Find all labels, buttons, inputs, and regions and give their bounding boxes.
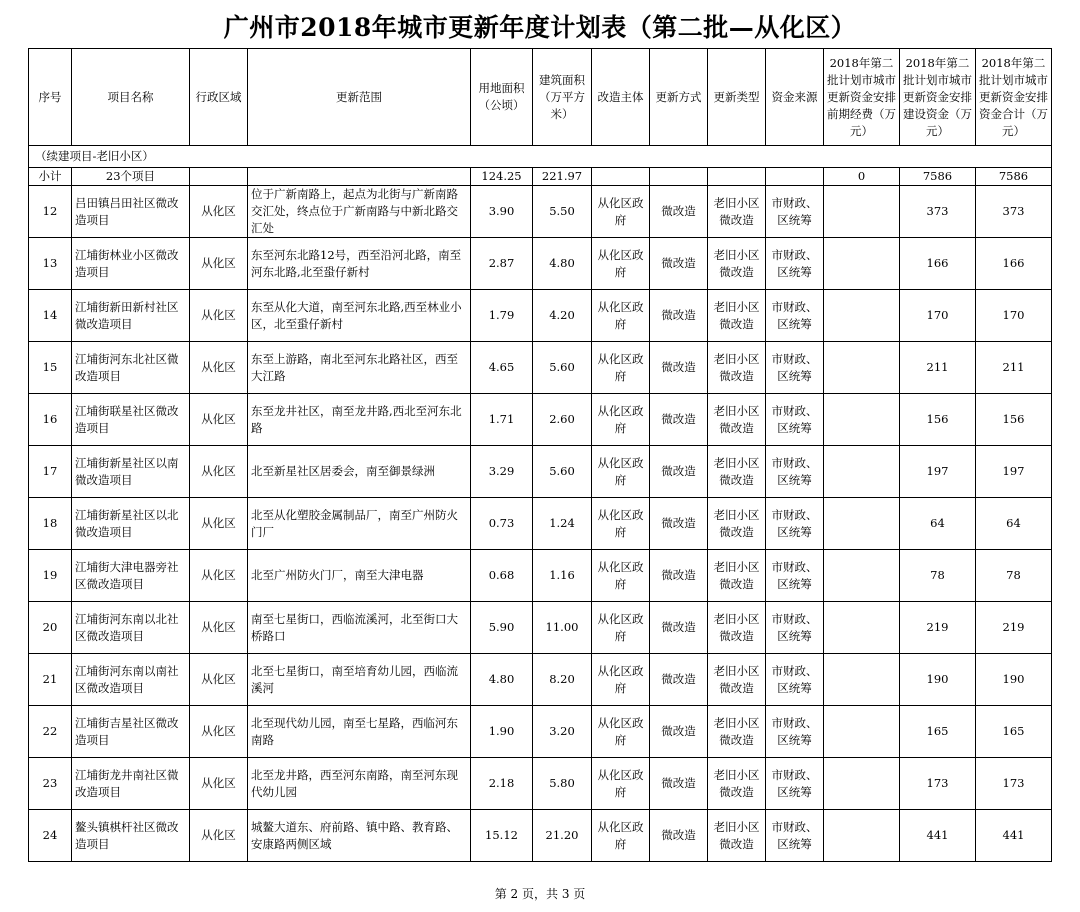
cell-pre-fund — [824, 654, 900, 706]
cell-build-fund: 166 — [900, 238, 976, 290]
header-total-fund: 2018年第二批计划市城市更新资金安排资金合计（万元） — [976, 49, 1052, 146]
cell-pre-fund — [824, 186, 900, 238]
cell-scope: 东至河东北路12号，西至沿河北路，南至河东北路,北至蛩仔新村 — [248, 238, 471, 290]
cell-name: 吕田镇吕田社区微改造项目 — [72, 186, 190, 238]
cell-total-fund: 211 — [976, 342, 1052, 394]
cell-fund: 市财政、区统筹 — [766, 706, 824, 758]
cell-fund: 市财政、区统筹 — [766, 238, 824, 290]
cell-type: 老旧小区微改造 — [708, 550, 766, 602]
table-row — [29, 810, 1052, 862]
cell-build: 5.60 — [533, 446, 592, 498]
cell-no: 19 — [29, 550, 72, 602]
cell-build-fund: 156 — [900, 394, 976, 446]
cell-land: 0.73 — [471, 498, 533, 550]
cell-pre-fund — [824, 706, 900, 758]
cell-district: 从化区 — [190, 758, 248, 810]
table-row — [29, 550, 1052, 602]
cell-subject: 从化区政府 — [592, 810, 650, 862]
cell-district: 从化区 — [190, 810, 248, 862]
cell-subject: 从化区政府 — [592, 602, 650, 654]
cell-pre-fund — [824, 394, 900, 446]
cell-scope: 北至现代幼儿园，南至七星路，西临河东南路 — [248, 706, 471, 758]
subtotal-row — [29, 168, 1052, 186]
table-row — [29, 498, 1052, 550]
cell-total-fund: 78 — [976, 550, 1052, 602]
table-row — [29, 446, 1052, 498]
cell-fund: 市财政、区统筹 — [766, 810, 824, 862]
cell-total-fund: 373 — [976, 186, 1052, 238]
cell-name: 江埔街吉星社区微改造项目 — [72, 706, 190, 758]
cell-total-fund: 64 — [976, 498, 1052, 550]
page-title: 广州市2018年城市更新年度计划表（第二批—从化区） — [223, 13, 857, 42]
table-row — [29, 706, 1052, 758]
cell-build: 8.20 — [533, 654, 592, 706]
cell-land: 1.79 — [471, 290, 533, 342]
cell-build-fund: 219 — [900, 602, 976, 654]
subtotal-build-fund: 7586 — [900, 168, 976, 186]
cell-type: 老旧小区微改造 — [708, 758, 766, 810]
cell-district: 从化区 — [190, 238, 248, 290]
cell-no: 16 — [29, 394, 72, 446]
cell-name: 江埔街新星社区以南微改造项目 — [72, 446, 190, 498]
cell-no: 20 — [29, 602, 72, 654]
cell-land: 0.68 — [471, 550, 533, 602]
cell-total-fund: 190 — [976, 654, 1052, 706]
cell-total-fund: 219 — [976, 602, 1052, 654]
cell-build: 11.00 — [533, 602, 592, 654]
cell-pre-fund — [824, 550, 900, 602]
cell-land: 1.71 — [471, 394, 533, 446]
table-row — [29, 342, 1052, 394]
cell-scope: 东至从化大道，南至河东北路,西至林业小区，北至蛩仔新村 — [248, 290, 471, 342]
cell-name: 江埔街大津电器旁社区微改造项目 — [72, 550, 190, 602]
cell-fund: 市财政、区统筹 — [766, 186, 824, 238]
cell-type: 老旧小区微改造 — [708, 290, 766, 342]
header-no: 序号 — [29, 49, 72, 146]
cell-scope: 南至七星街口，西临流溪河，北至街口大桥路口 — [248, 602, 471, 654]
table-row — [29, 394, 1052, 446]
cell-method: 微改造 — [650, 810, 708, 862]
cell-district: 从化区 — [190, 446, 248, 498]
cell-district: 从化区 — [190, 186, 248, 238]
cell-subject: 从化区政府 — [592, 394, 650, 446]
cell-district: 从化区 — [190, 550, 248, 602]
cell-land: 5.90 — [471, 602, 533, 654]
cell-build-fund: 170 — [900, 290, 976, 342]
header-district: 行政区域 — [190, 49, 248, 146]
cell-fund: 市财政、区统筹 — [766, 758, 824, 810]
cell-pre-fund — [824, 446, 900, 498]
cell-pre-fund — [824, 810, 900, 862]
cell-fund: 市财政、区统筹 — [766, 446, 824, 498]
cell-build: 1.16 — [533, 550, 592, 602]
cell-name: 鳌头镇棋杆社区微改造项目 — [72, 810, 190, 862]
cell-method: 微改造 — [650, 446, 708, 498]
cell-name: 江埔街河东北社区微改造项目 — [72, 342, 190, 394]
cell-district: 从化区 — [190, 290, 248, 342]
cell-scope: 东至上游路，南北至河东北路社区，西至大江路 — [248, 342, 471, 394]
cell-name: 江埔街联星社区微改造项目 — [72, 394, 190, 446]
cell-no: 21 — [29, 654, 72, 706]
cell-land: 1.90 — [471, 706, 533, 758]
cell-subject: 从化区政府 — [592, 186, 650, 238]
cell-method: 微改造 — [650, 550, 708, 602]
cell-fund: 市财政、区统筹 — [766, 602, 824, 654]
cell-no: 23 — [29, 758, 72, 810]
cell-no: 12 — [29, 186, 72, 238]
cell-total-fund: 170 — [976, 290, 1052, 342]
cell-total-fund: 166 — [976, 238, 1052, 290]
cell-no: 17 — [29, 446, 72, 498]
cell-build: 1.24 — [533, 498, 592, 550]
cell-type: 老旧小区微改造 — [708, 810, 766, 862]
cell-scope: 北至从化塑胶金属制品厂，南至广州防火门厂 — [248, 498, 471, 550]
cell-land: 15.12 — [471, 810, 533, 862]
table-row — [29, 602, 1052, 654]
cell-fund: 市财政、区统筹 — [766, 654, 824, 706]
cell-method: 微改造 — [650, 602, 708, 654]
cell-name: 江埔街河东南以北社区微改造项目 — [72, 602, 190, 654]
cell-build: 4.20 — [533, 290, 592, 342]
cell-pre-fund — [824, 342, 900, 394]
subtotal-label: 小计 — [29, 168, 72, 186]
cell-no: 24 — [29, 810, 72, 862]
cell-district: 从化区 — [190, 602, 248, 654]
cell-method: 微改造 — [650, 706, 708, 758]
cell-district: 从化区 — [190, 706, 248, 758]
cell-pre-fund — [824, 498, 900, 550]
subtotal-land: 124.25 — [471, 168, 533, 186]
cell-type: 老旧小区微改造 — [708, 238, 766, 290]
cell-method: 微改造 — [650, 654, 708, 706]
cell-subject: 从化区政府 — [592, 654, 650, 706]
cell-name: 江埔街龙井南社区微改造项目 — [72, 758, 190, 810]
cell-subject: 从化区政府 — [592, 550, 650, 602]
table-row — [29, 290, 1052, 342]
cell-subject: 从化区政府 — [592, 342, 650, 394]
cell-build: 3.20 — [533, 706, 592, 758]
cell-pre-fund — [824, 758, 900, 810]
cell-build: 4.80 — [533, 238, 592, 290]
page-footer: 第 2 页，共 3 页 — [494, 887, 586, 901]
cell-name: 江埔街河东南以南社区微改造项目 — [72, 654, 190, 706]
cell-land: 4.80 — [471, 654, 533, 706]
cell-build-fund: 78 — [900, 550, 976, 602]
cell-no: 13 — [29, 238, 72, 290]
header-row — [29, 49, 1052, 146]
section-label: （续建项目-老旧小区） — [29, 146, 1052, 168]
header-scope: 更新范围 — [248, 49, 471, 146]
cell-build-fund: 373 — [900, 186, 976, 238]
cell-fund: 市财政、区统筹 — [766, 498, 824, 550]
cell-subject: 从化区政府 — [592, 706, 650, 758]
cell-pre-fund — [824, 238, 900, 290]
cell-method: 微改造 — [650, 342, 708, 394]
header-type: 更新类型 — [708, 49, 766, 146]
cell-name: 江埔街新星社区以北微改造项目 — [72, 498, 190, 550]
cell-total-fund: 197 — [976, 446, 1052, 498]
cell-method: 微改造 — [650, 238, 708, 290]
header-land-area: 用地面积（公顷） — [471, 49, 533, 146]
cell-no: 15 — [29, 342, 72, 394]
cell-pre-fund — [824, 290, 900, 342]
cell-district: 从化区 — [190, 498, 248, 550]
cell-scope: 东至龙井社区，南至龙井路,西北至河东北路 — [248, 394, 471, 446]
cell-district: 从化区 — [190, 654, 248, 706]
cell-name: 江埔街新田新村社区微改造项目 — [72, 290, 190, 342]
cell-subject: 从化区政府 — [592, 290, 650, 342]
cell-build: 2.60 — [533, 394, 592, 446]
cell-type: 老旧小区微改造 — [708, 446, 766, 498]
cell-total-fund: 165 — [976, 706, 1052, 758]
cell-type: 老旧小区微改造 — [708, 342, 766, 394]
table-row — [29, 758, 1052, 810]
cell-method: 微改造 — [650, 758, 708, 810]
table-row — [29, 186, 1052, 238]
cell-scope: 北至七星街口，南至培育幼儿园，西临流溪河 — [248, 654, 471, 706]
table-row — [29, 238, 1052, 290]
header-build-area: 建筑面积（万平方米） — [533, 49, 592, 146]
cell-scope: 北至新星社区居委会，南至御景绿洲 — [248, 446, 471, 498]
cell-build-fund: 64 — [900, 498, 976, 550]
cell-subject: 从化区政府 — [592, 498, 650, 550]
cell-build-fund: 441 — [900, 810, 976, 862]
cell-land: 3.90 — [471, 186, 533, 238]
cell-no: 22 — [29, 706, 72, 758]
cell-type: 老旧小区微改造 — [708, 186, 766, 238]
cell-fund: 市财政、区统筹 — [766, 290, 824, 342]
cell-build-fund: 165 — [900, 706, 976, 758]
cell-type: 老旧小区微改造 — [708, 706, 766, 758]
cell-type: 老旧小区微改造 — [708, 602, 766, 654]
cell-subject: 从化区政府 — [592, 238, 650, 290]
header-fund: 资金来源 — [766, 49, 824, 146]
cell-scope: 北至广州防火门厂，南至大津电器 — [248, 550, 471, 602]
cell-total-fund: 156 — [976, 394, 1052, 446]
cell-land: 4.65 — [471, 342, 533, 394]
table-row — [29, 654, 1052, 706]
cell-no: 18 — [29, 498, 72, 550]
cell-fund: 市财政、区统筹 — [766, 550, 824, 602]
header-subject: 改造主体 — [592, 49, 650, 146]
cell-type: 老旧小区微改造 — [708, 498, 766, 550]
header-build-fund: 2018年第二批计划市城市更新资金安排建设资金（万元） — [900, 49, 976, 146]
cell-land: 2.87 — [471, 238, 533, 290]
cell-scope: 城鳌大道东、府前路、镇中路、教育路、安康路两侧区域 — [248, 810, 471, 862]
cell-total-fund: 173 — [976, 758, 1052, 810]
cell-type: 老旧小区微改造 — [708, 394, 766, 446]
subtotal-count: 23个项目 — [72, 168, 190, 186]
subtotal-build: 221.97 — [533, 168, 592, 186]
cell-method: 微改造 — [650, 394, 708, 446]
cell-build: 5.60 — [533, 342, 592, 394]
section-row — [29, 146, 1052, 168]
cell-build-fund: 211 — [900, 342, 976, 394]
subtotal-total-fund: 7586 — [976, 168, 1052, 186]
header-method: 更新方式 — [650, 49, 708, 146]
header-pre-fund: 2018年第二批计划市城市更新资金安排前期经费（万元） — [824, 49, 900, 146]
cell-build-fund: 190 — [900, 654, 976, 706]
cell-fund: 市财政、区统筹 — [766, 394, 824, 446]
cell-build: 21.20 — [533, 810, 592, 862]
cell-district: 从化区 — [190, 342, 248, 394]
header-name: 项目名称 — [72, 49, 190, 146]
cell-land: 3.29 — [471, 446, 533, 498]
cell-no: 14 — [29, 290, 72, 342]
cell-pre-fund — [824, 602, 900, 654]
cell-method: 微改造 — [650, 186, 708, 238]
cell-scope: 位于广新南路上，起点为北街与广新南路交汇处，终点位于广新南路与中新北路交汇处 — [248, 186, 471, 238]
cell-build-fund: 197 — [900, 446, 976, 498]
cell-subject: 从化区政府 — [592, 446, 650, 498]
cell-fund: 市财政、区统筹 — [766, 342, 824, 394]
cell-scope: 北至龙井路，西至河东南路，南至河东现代幼儿园 — [248, 758, 471, 810]
cell-total-fund: 441 — [976, 810, 1052, 862]
cell-name: 江埔街林业小区微改造项目 — [72, 238, 190, 290]
cell-build: 5.80 — [533, 758, 592, 810]
cell-district: 从化区 — [190, 394, 248, 446]
cell-land: 2.18 — [471, 758, 533, 810]
cell-type: 老旧小区微改造 — [708, 654, 766, 706]
cell-subject: 从化区政府 — [592, 758, 650, 810]
cell-build: 5.50 — [533, 186, 592, 238]
subtotal-pre-fund: 0 — [824, 168, 900, 186]
cell-method: 微改造 — [650, 290, 708, 342]
cell-method: 微改造 — [650, 498, 708, 550]
cell-build-fund: 173 — [900, 758, 976, 810]
plan-table — [28, 48, 1052, 862]
